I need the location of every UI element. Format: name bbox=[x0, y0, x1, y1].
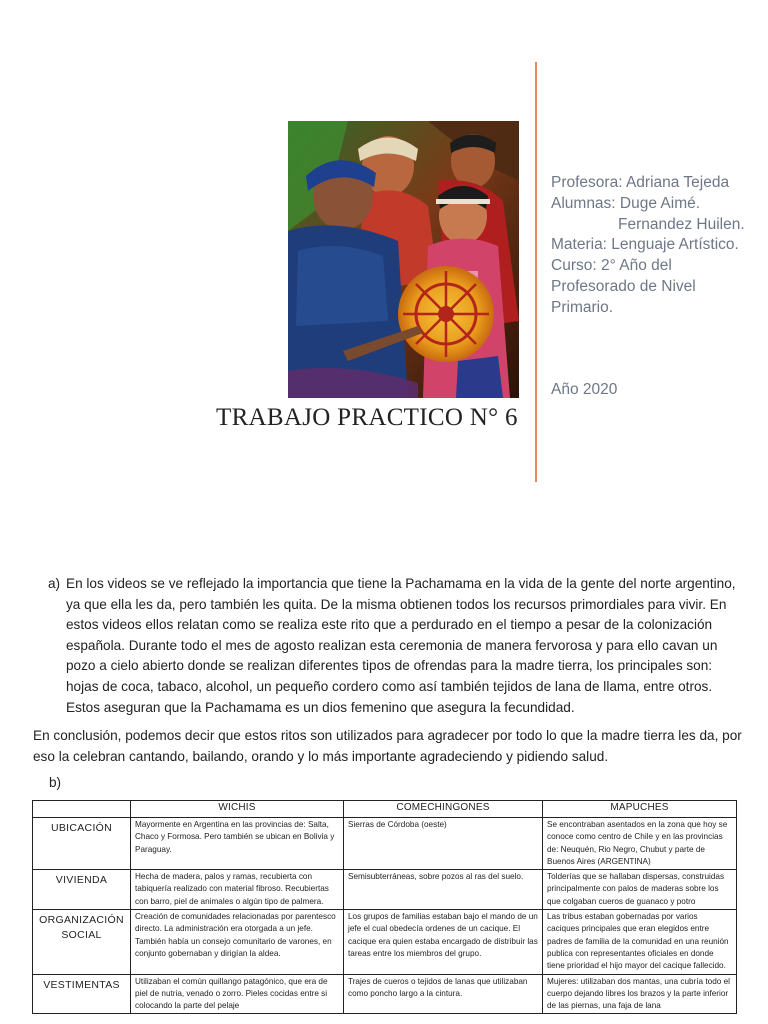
row-label: UBICACIÓN bbox=[33, 818, 131, 870]
table-row bbox=[33, 870, 737, 910]
table-cell: Se encontraban asentados en la zona que hoy se conoce como centro de Chile y en las provincias de: Neuquén, Rio Negro, Chubut y parte de Buenos Aires (ARGENTINA) bbox=[543, 818, 737, 870]
table-cell: Mujeres: utilizaban dos mantas, una cubría todo el cuerpo dejando libres los brazos y la parte inferior de las piernas, una faja de lana bbox=[543, 974, 737, 1014]
table-cell: Los grupos de familias estaban bajo el mando de un jefe el cual obedecía ordenes de un cacique. El cacique era quien estaba encargado de distribuir las tareas entre los miembros del grupo. bbox=[344, 910, 543, 974]
row-label: VIVIENDA bbox=[33, 870, 131, 910]
table-header-comechingones: COMECHINGONES bbox=[344, 801, 543, 818]
info-course-3: Primario. bbox=[551, 298, 614, 316]
table-cell: Semisubterráneas, sobre pozos al ras del suelo. bbox=[344, 870, 543, 910]
accent-divider bbox=[535, 62, 537, 482]
section-b-marker: b) bbox=[49, 775, 62, 790]
cover-painting bbox=[288, 121, 519, 398]
info-subject: Materia: Lenguaje Artístico. bbox=[551, 236, 739, 254]
conclusion-paragraph: En conclusión, podemos decir que estos ritos son utilizados para agradecer por todo lo que la madre tierra les da, por eso la celebran cantando, bailando, orando y lo más importante agradeciendo y pidiendo salud. bbox=[33, 728, 742, 764]
section-a-marker: a) bbox=[48, 576, 61, 591]
table-header-mapuches: MAPUCHES bbox=[543, 801, 737, 818]
row-label: VESTIMENTAS bbox=[33, 974, 131, 1014]
info-course: Curso: 2° Año del bbox=[551, 257, 672, 275]
table-row bbox=[33, 818, 737, 870]
section-a-text: En los videos se ve reflejado la importancia que tiene la Pachamama en la vida de la gente del norte argentino, ya que ella les da, pero también les quita. De la misma obtienen todos los recursos primordiales para vivir. En estos videos ellos relatan como se realiza este rito que a perdurado en el tiempo a pesar de la colonización española. Durante todo el mes de agosto realizan esta ceremonia de manera fervorosa y para ello cavan un pozo a cielo abierto donde se realizan diferentes tipos de ofrendas para la madre tierra, los principales son: hojas de coca, tabaco, alcohol, un pequeño cordero como así también tejidos de lana de llama, entre otros. Estos aseguran que la Pachamama es un dios femenino que asegura la fecundidad. bbox=[66, 576, 736, 715]
table-cell: Creación de comunidades relacionadas por parentesco directo. La administración era otorgada a un jefe. También había un consejo comunitario de varones, en conjunto gobernaban y dirigían la aldea. bbox=[131, 910, 344, 974]
table-header-empty bbox=[33, 801, 131, 818]
table-row bbox=[33, 910, 737, 974]
info-student-2: Fernandez Huilen. bbox=[618, 215, 745, 233]
cover-year: Año 2020 bbox=[551, 381, 618, 398]
tribes-table bbox=[32, 800, 737, 1014]
table-cell: Hecha de madera, palos y ramas, recubierta con tabiquería realizado con material fibroso. Recubiertas con barro, piel de animales o algún tipo de palmera. bbox=[131, 870, 344, 910]
table-header-wichis: WICHIS bbox=[131, 801, 344, 818]
info-professor: Profesora: Adriana Tejeda bbox=[551, 174, 730, 191]
row-label: ORGANIZACIÓN SOCIAL bbox=[33, 910, 131, 974]
info-course-2: Profesorado de Nivel bbox=[551, 277, 696, 295]
table-header-row bbox=[33, 801, 737, 818]
section-a bbox=[48, 574, 748, 718]
table-cell: Utilizaban el común quillango patagónico, que era de piel de nutria, venado o zorro. Pieles cocidas entre si colocando la parte del pelaje bbox=[131, 974, 344, 1014]
info-students: Alumnas: Duge Aimé. bbox=[551, 194, 701, 212]
table-cell: Trajes de cueros o tejidos de lanas que utilizaban como poncho largo a la cintura. bbox=[344, 974, 543, 1014]
table-cell: Sierras de Córdoba (oeste) bbox=[344, 818, 543, 870]
table-cell: Las tribus estaban gobernadas por varios caciques principales que eran elegidos entre padres de familia de la comunidad en una reunión publica con representantes oficiales en donde tiene prioridad el hijo mayor del cacique fallecido. bbox=[543, 910, 737, 974]
table-row bbox=[33, 974, 737, 1014]
painting-illustration bbox=[288, 121, 519, 398]
document-title: TRABAJO PRACTICO N° 6 bbox=[216, 404, 518, 431]
cover-info bbox=[551, 173, 763, 319]
table-cell: Mayormente en Argentina en las provincias de: Salta, Chaco y Formosa. Pero también se ubican en Bolivia y Paraguay. bbox=[131, 818, 344, 870]
table-cell: Tolderías que se hallaban dispersas, construidas principalmente con palos de maderas sobre los que colgaban cueros de guanaco y potro bbox=[543, 870, 737, 910]
